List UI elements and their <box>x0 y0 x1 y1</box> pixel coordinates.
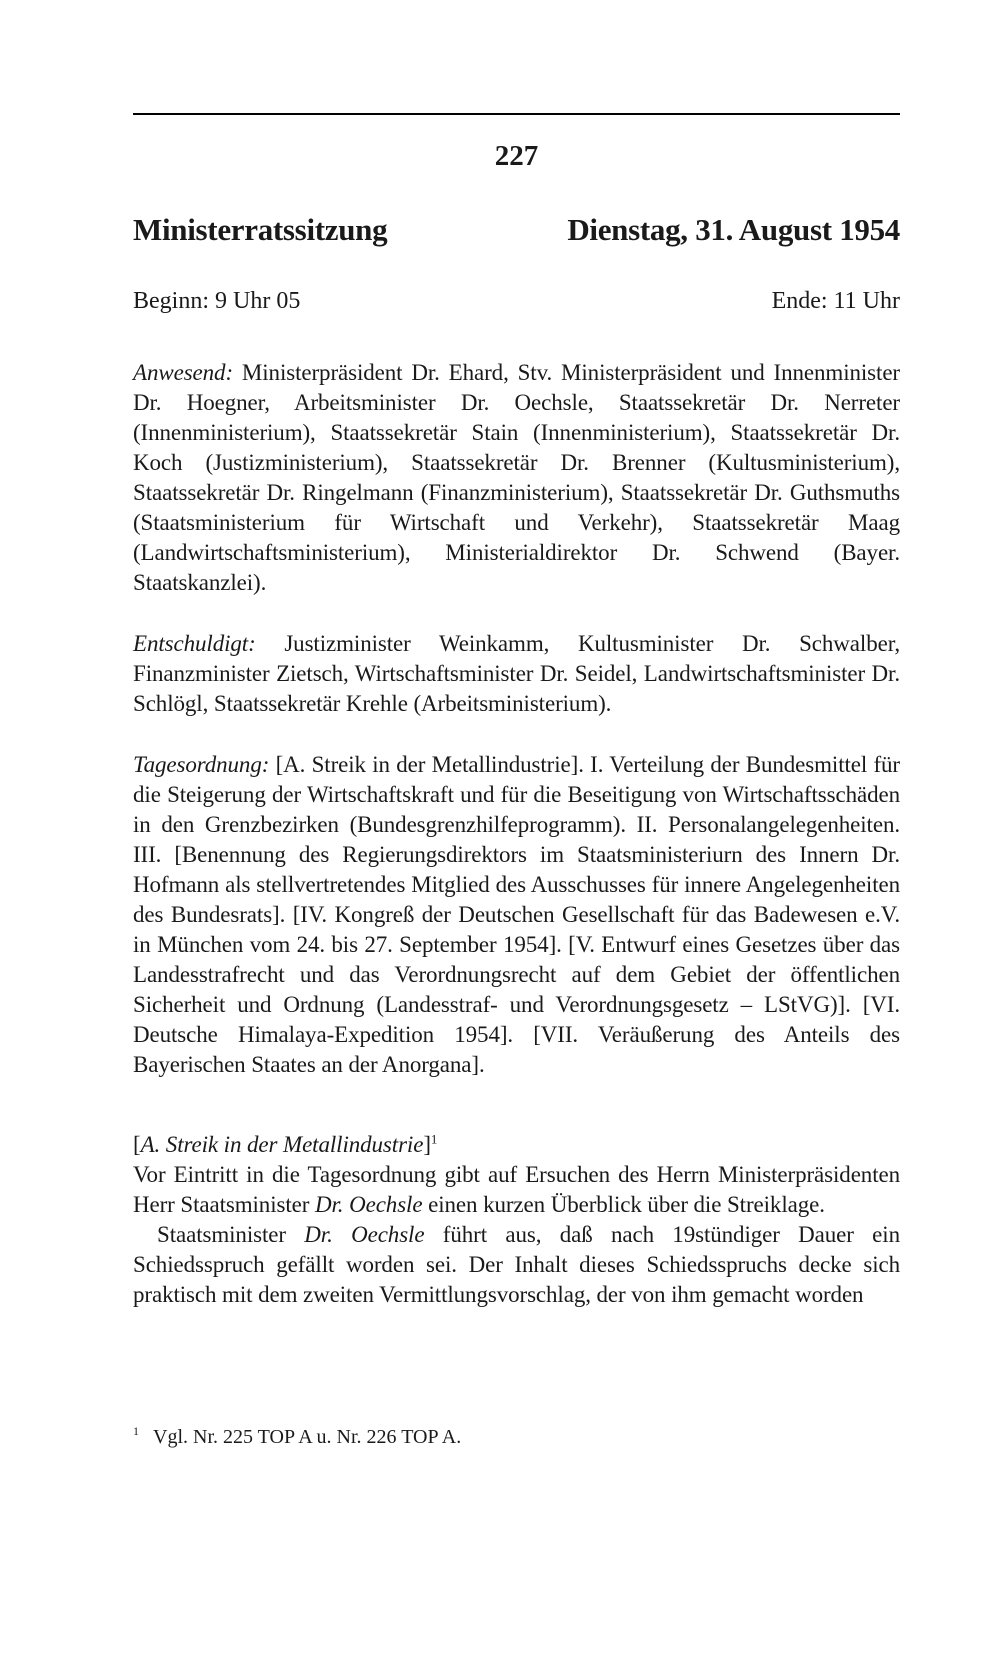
body1-speaker-name: Dr. Oechsle <box>314 1192 423 1217</box>
excused-label: Entschuldigt: <box>133 631 256 656</box>
agenda-paragraph <box>133 750 900 1080</box>
agenda-label: Tagesordnung: <box>133 752 270 777</box>
body-paragraph-1 <box>133 1160 900 1220</box>
agenda-text: [A. Streik in der Metallindustrie]. I. Verteilung der Bundesmittel für die Steigerung der Wirtschaftskraft und für die Beseitigung von Wirtschaftsschäden in den Grenzbezirken (Bundesgrenzhilfeprogramm). II. Personalangelegenheiten. III. [Benennung des Regierungsdirektors im Staatsministeriurn des Innern Dr. Hofmann als stellvertretendes Mitglied des Ausschusses für innere Angelegenheiten des Bundesrats]. [IV. Kongreß der Deutschen Gesellschaft für das Badewesen e.V. in München vom 24. bis 27. September 1954]. [V. Entwurf eines Gesetzes über das Landesstrafrecht und das Verordnungsrecht auf dem Gebiet der öffentlichen Sicherheit und Ordnung (Landesstraf- und Verordnungsgesetz – LStVG)]. [VI. Deutsche Himalaya-Expedition 1954]. [VII. Veräußerung des Anteils des Bayerischen Staates an der Anorgana]. <box>133 752 900 1077</box>
body2-text-post: führt aus, daß nach 19stündiger Dauer ein Schiedsspruch gefällt worden sei. Der Inhalt dieses Schiedsspruchs decke sich praktisch mit dem zweiten Vermittlungsvorschlag, der von ihm gemacht worden <box>133 1222 900 1307</box>
body2-text-pre: Staatsminister <box>157 1222 305 1247</box>
section-heading-title: A. Streik in der Metallindustrie <box>140 1132 424 1157</box>
body2-speaker-name: Dr. Oechsle <box>304 1222 425 1247</box>
session-times <box>133 286 900 316</box>
session-title: Ministerratssitzung <box>133 212 388 247</box>
footnote-text: Vgl. Nr. 225 TOP A u. Nr. 226 TOP A. <box>153 1426 462 1448</box>
session-header <box>133 212 900 248</box>
body1-text-pre: Vor Eintritt in die Tagesordnung gibt auf Ersuchen des Herrn Ministerpräsidenten Herr Staatsminister <box>133 1162 900 1217</box>
footnote <box>133 1424 900 1450</box>
session-date: Dienstag, 31. August 1954 <box>567 212 900 247</box>
text-column <box>133 140 900 1310</box>
heading-bracket-close: ] <box>423 1132 431 1157</box>
footnote-marker: 1 <box>133 1424 139 1439</box>
heading-bracket-open: [ <box>133 1132 141 1157</box>
attendees-text: Ministerpräsident Dr. Ehard, Stv. Ministerpräsident und Innenminister Dr. Hoegner, Arbeitsminister Dr. Oechsle, Staatssekretär Dr. Nerreter (Innenministerium), Staatssekretär Stain (Innenministerium), Staatssekretär Dr. Koch (Justizministerium), Staatssekretär Dr. Brenner (Kultusministerium), Staatssekretär Dr. Ringelmann (Finanzministerium), Staatssekretär Dr. Guthsmuths (Staatsministerium für Wirtschaft und Verkehr), Staatssekretär Maag (Landwirtschaftsministerium), Ministerialdirektor Dr. Schwend (Bayer. Staatskanzlei). <box>133 360 900 595</box>
attendees-label: Anwesend: <box>133 360 234 385</box>
header-rule <box>133 113 900 115</box>
excused-paragraph <box>133 629 900 719</box>
body1-text-post: einen kurzen Überblick über die Streiklage. <box>422 1192 825 1217</box>
session-end-time: Ende: 11 Uhr <box>771 288 900 314</box>
attendees-paragraph <box>133 358 900 598</box>
page-number: 227 <box>494 140 539 172</box>
body-paragraph-2 <box>133 1220 900 1310</box>
session-begin-time: Beginn: 9 Uhr 05 <box>133 288 301 314</box>
excused-text: Justizminister Weinkamm, Kultusminister Dr. Schwalber, Finanzminister Zietsch, Wirtschaftsminister Dr. Seidel, Landwirtschaftsminister Dr. Schlögl, Staatssekretär Krehle (Arbeitsministerium). <box>133 631 900 716</box>
section-heading <box>133 1130 900 1160</box>
footnote-reference: 1 <box>430 1131 438 1147</box>
